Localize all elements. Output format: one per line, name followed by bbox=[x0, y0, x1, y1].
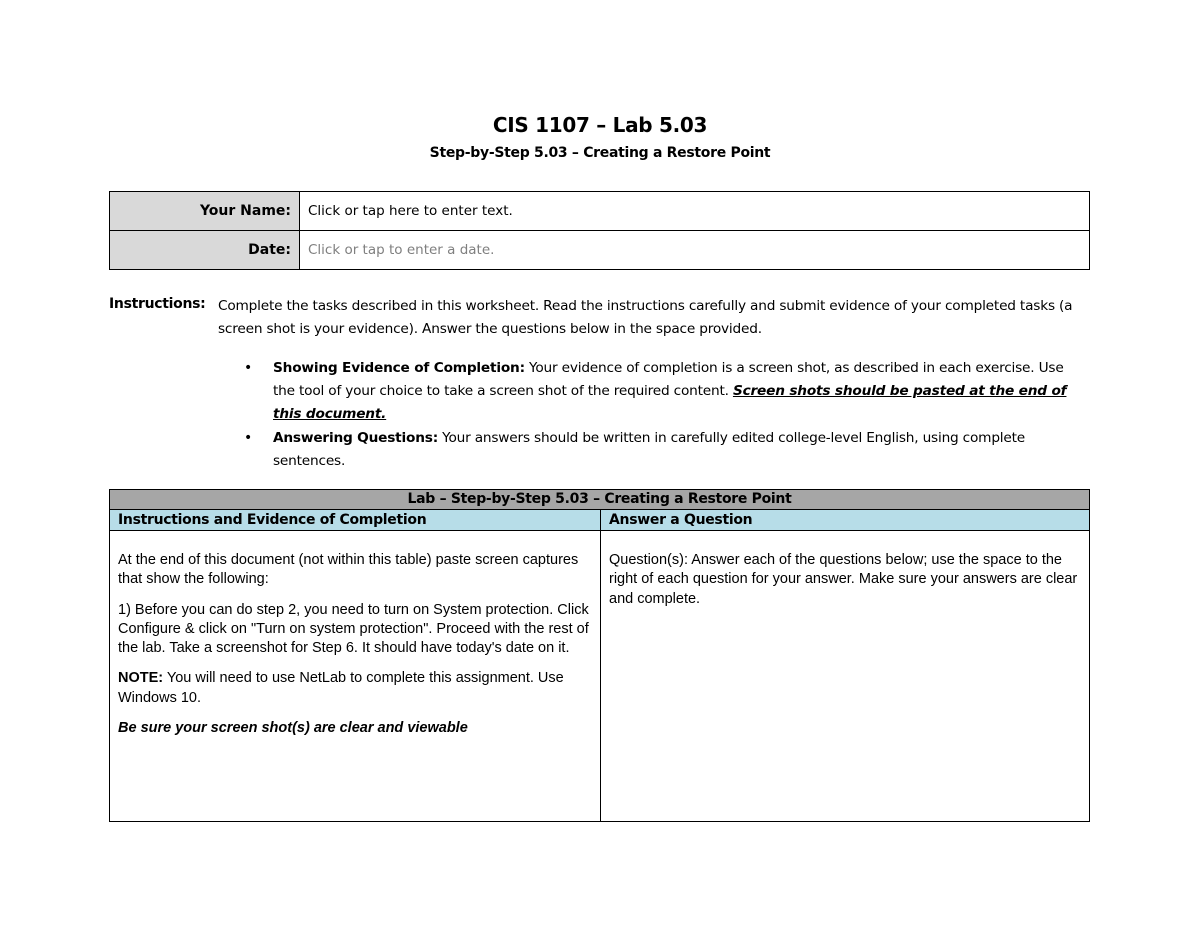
name-field[interactable]: Click or tap here to enter text. bbox=[300, 192, 1090, 231]
bullet-icon: • bbox=[244, 430, 253, 446]
document-subtitle: Step-by-Step 5.03 – Creating a Restore Point bbox=[429, 145, 771, 161]
bullet-heading: Showing Evidence of Completion: bbox=[273, 360, 525, 376]
lab-table-column-header-row bbox=[110, 510, 1090, 531]
bullet-icon: • bbox=[244, 360, 253, 376]
bullet-emphasis: Screen shots should be pasted at the end of this document. bbox=[273, 383, 1067, 422]
instructions-paragraph: 1) Before you can do step 2, you need to turn on System protection. Click Configure & click on "Turn on system protection". Proceed with the rest of the lab. Take a screenshot for Step 6. It should have today's date on it. bbox=[118, 601, 589, 657]
note-text: You will need to use NetLab to complete this assignment. Use Windows 10. bbox=[118, 670, 564, 706]
date-field[interactable]: Click or tap to enter a date. bbox=[300, 231, 1090, 270]
lab-table-body-row bbox=[110, 531, 1090, 822]
name-row bbox=[110, 192, 1090, 231]
column-header-instructions: Instructions and Evidence of Completion bbox=[110, 510, 601, 531]
lab-table-header-row bbox=[110, 490, 1090, 510]
lab-table-header: Lab – Step-by-Step 5.03 – Creating a Restore Point bbox=[110, 490, 1090, 510]
question-text: Question(s): Answer each of the questions below; use the space to the right of each question for your answer. Make sure your answers are clear and complete. bbox=[609, 552, 1078, 607]
instructions-bullet-list bbox=[244, 357, 1089, 474]
column-header-answer: Answer a Question bbox=[601, 510, 1090, 531]
document-title: CIS 1107 – Lab 5.03 bbox=[492, 113, 708, 137]
screenshot-reminder: Be sure your screen shot(s) are clear and viewable bbox=[118, 720, 468, 737]
name-label: Your Name: bbox=[110, 192, 300, 231]
bullet-text: Your evidence of completion is a screen shot, as described in each exercise. Use the tool of your choice to take a screen shot of the required content. bbox=[273, 360, 1064, 399]
instructions-paragraph: At the end of this document (not within this table) paste screen captures that show the following: bbox=[118, 552, 579, 588]
bullet-heading: Answering Questions: bbox=[273, 430, 438, 446]
date-label: Date: bbox=[110, 231, 300, 270]
date-row bbox=[110, 231, 1090, 270]
note-paragraph bbox=[118, 669, 592, 708]
bullet-text: Your answers should be written in carefully edited college-level English, using complete sentences. bbox=[273, 430, 1026, 469]
instructions-text: Complete the tasks described in this worksheet. Read the instructions carefully and submit evidence of your completed tasks (a screen shot is your evidence). Answer the questions below in the space provided. bbox=[218, 298, 1073, 337]
instructions-cell[interactable] bbox=[110, 531, 601, 822]
note-label: NOTE: bbox=[118, 670, 164, 687]
instructions-label: Instructions: bbox=[109, 296, 206, 312]
student-info-table bbox=[109, 191, 1090, 270]
list-item bbox=[244, 357, 1089, 426]
answer-cell[interactable] bbox=[601, 531, 1090, 822]
lab-table bbox=[109, 489, 1090, 822]
list-item bbox=[244, 427, 1089, 473]
